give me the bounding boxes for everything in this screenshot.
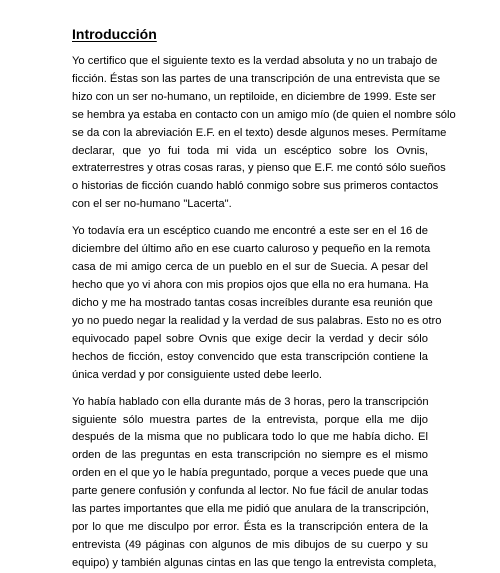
- text-line: las partes importantes que ella me pidió que anulara de la transcripción,: [72, 503, 429, 515]
- text-line: Yo certifico que el siguiente texto es la verdad absoluta y no un trabajo de: [72, 55, 438, 67]
- text-line: siguiente sólo muestra partes de la entrevista, porque ella me dijo: [72, 413, 428, 426]
- text-line: por lo que me disculpo por error. Ésta es la transcripción entera de la: [72, 520, 428, 533]
- text-line: hecho que yo vi ahora con mis propios ojos que ella no era humana. Ha: [72, 279, 429, 291]
- text-line: o historias de ficción cuando habló conmigo sobre sus primeros contactos: [72, 180, 439, 193]
- text-line: extraterrestres y otras cosas raras, y pienso que E.F. me contó sólo sueños: [72, 162, 446, 175]
- text-line: se hembra ya estaba en contacto con un amigo mío (de quien el nombre sólo: [72, 108, 456, 121]
- text-line: Yo había hablado con ella durante más de 3 horas, pero la transcripción: [72, 395, 429, 408]
- text-line: dicho y me ha mostrado tantas cosas increíbles durante esa reunión que: [72, 296, 433, 309]
- text-line: equipo) y también algunas cintas en las que tengo la entrevista completa,: [72, 556, 437, 569]
- text-line: orden en el que yo le había preguntado, porque a veces puede que una: [72, 467, 428, 480]
- text-line: ficción. Éstas son las partes de una transcripción de una entrevista que se: [72, 72, 441, 85]
- text-line: declarar, que yo fui toda mi vida un escéptico sobre los Ovnis,: [72, 144, 428, 157]
- text-line: casa de mi amigo cerca de un pueblo en el sur de Suecia. A pesar del: [72, 261, 428, 274]
- text-line: con el ser no-humano "Lacerta".: [72, 198, 232, 211]
- text-line: se da con la abreviación E.F. en el texto) desde algunos meses. Permítame: [72, 126, 447, 139]
- text-line: entrevista (49 páginas con algunos de mis dibujos de su cuerpo y su: [72, 538, 428, 551]
- text-line: parte genere confusión y confunda al lector. No fue fácil de anular todas: [72, 485, 429, 498]
- text-line: hechos de ficción, estoy convencido que esta transcripción contiene la: [72, 350, 428, 363]
- text-line: yo no puedo negar la realidad y la verdad de sus palabras. Esto no es otro: [72, 314, 442, 327]
- text-line: después de la misma que no publicara todo lo que me había dicho. El: [72, 431, 428, 444]
- section-heading: Introducción: [72, 26, 157, 42]
- text-line: equivocado papel sobre Ovnis que exige decir la verdad y decir sólo: [72, 332, 428, 345]
- text-line: hizo con un ser no-humano, un reptiloide, en diciembre de 1999. Este ser: [72, 90, 436, 103]
- text-line: orden de las preguntas en esta transcripción no siempre es el mismo: [72, 449, 428, 462]
- text-line: única verdad y por consiguiente usted debe leerlo.: [72, 368, 323, 381]
- text-line: Yo todavía era un escéptico cuando me encontré a este ser en el 16 de: [72, 225, 428, 238]
- text-line: diciembre del último año en ese cuarto caluroso y pequeño en la remota: [72, 243, 431, 256]
